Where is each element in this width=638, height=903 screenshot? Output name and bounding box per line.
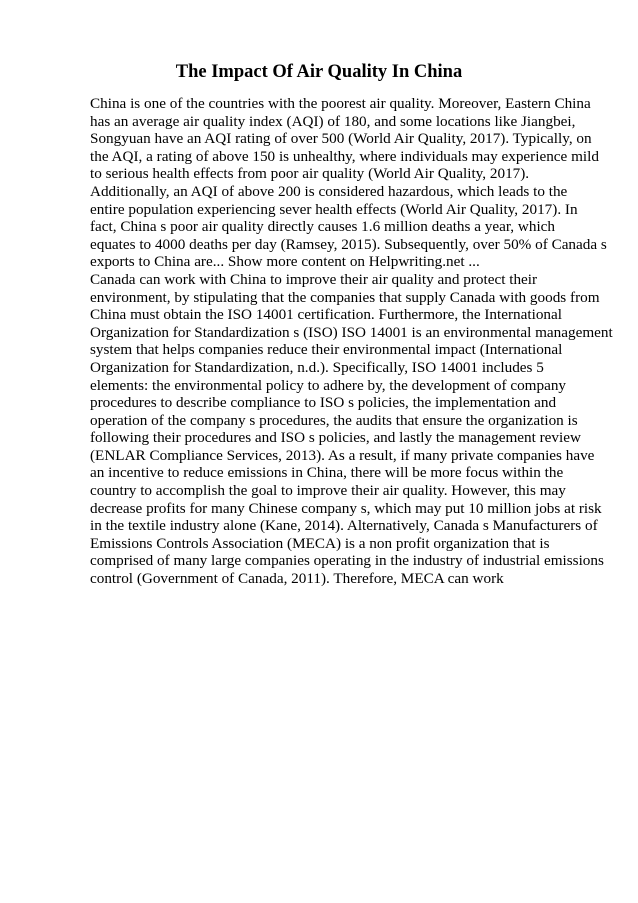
text-line: China must obtain the ISO 14001 certification. Furthermore, the International: [90, 306, 562, 324]
text-line: equates to 4000 deaths per day (Ramsey, 2015). Subsequently, over 50% of Canada s: [90, 235, 607, 253]
text-line: Songyuan have an AQI rating of over 500 (World Air Quality, 2017). Typically, on: [90, 130, 592, 148]
text-line: country to accomplish the goal to improve their air quality. However, this may: [90, 482, 566, 500]
text-line: operation of the company s procedures, the audits that ensure the organization is: [90, 411, 578, 429]
text-line: (ENLAR Compliance Services, 2013). As a result, if many private companies have: [90, 446, 595, 464]
document-body: [90, 95, 613, 588]
text-line: the AQI, a rating of above 150 is unhealthy, where individuals may experience mild: [90, 147, 599, 165]
text-line: system that helps companies reduce their environmental impact (International: [90, 341, 563, 359]
text-line: an incentive to reduce emissions in China, there will be more focus within the: [90, 464, 564, 482]
text-line: decrease profits for many Chinese company s, which may put 10 million jobs at risk: [90, 499, 602, 517]
text-line: Additionally, an AQI of above 200 is considered hazardous, which leads to the: [90, 182, 568, 200]
text-line: comprised of many large companies operating in the industry of industrial emissions: [90, 552, 604, 570]
text-line: elements: the environmental policy to adhere by, the development of company: [90, 376, 567, 394]
text-line: has an average air quality index (AQI) of 180, and some locations like Jiangbei,: [90, 112, 576, 130]
text-line: procedures to describe compliance to ISO s policies, the implementation and: [90, 394, 557, 412]
text-line: Emissions Controls Association (MECA) is a non profit organization that is: [90, 534, 550, 552]
text-line: to serious health effects from poor air quality (World Air Quality, 2017).: [90, 165, 530, 183]
text-line: exports to China are... Show more content on Helpwriting.net ...: [90, 253, 480, 271]
text-line: entire population experiencing sever health effects (World Air Quality, 2017). In: [90, 200, 578, 218]
text-line: Organization for Standardization s (ISO) ISO 14001 is an environmental management: [90, 323, 613, 341]
text-line: control (Government of Canada, 2011). Therefore, MECA can work: [90, 570, 504, 588]
document-title: The Impact Of Air Quality In China: [175, 62, 463, 82]
text-line: in the textile industry alone (Kane, 2014). Alternatively, Canada s Manufacturers of: [90, 517, 598, 535]
text-line: Organization for Standardization, n.d.). Specifically, ISO 14001 includes 5: [90, 358, 544, 376]
text-line: following their procedures and ISO s policies, and lastly the management review: [90, 429, 581, 447]
text-line: fact, China s poor air quality directly causes 1.6 million deaths a year, which: [90, 218, 556, 236]
text-line: China is one of the countries with the poorest air quality. Moreover, Eastern China: [90, 95, 591, 112]
text-line: environment, by stipulating that the companies that supply Canada with goods from: [90, 288, 600, 306]
text-line: Canada can work with China to improve their air quality and protect their: [90, 270, 538, 288]
